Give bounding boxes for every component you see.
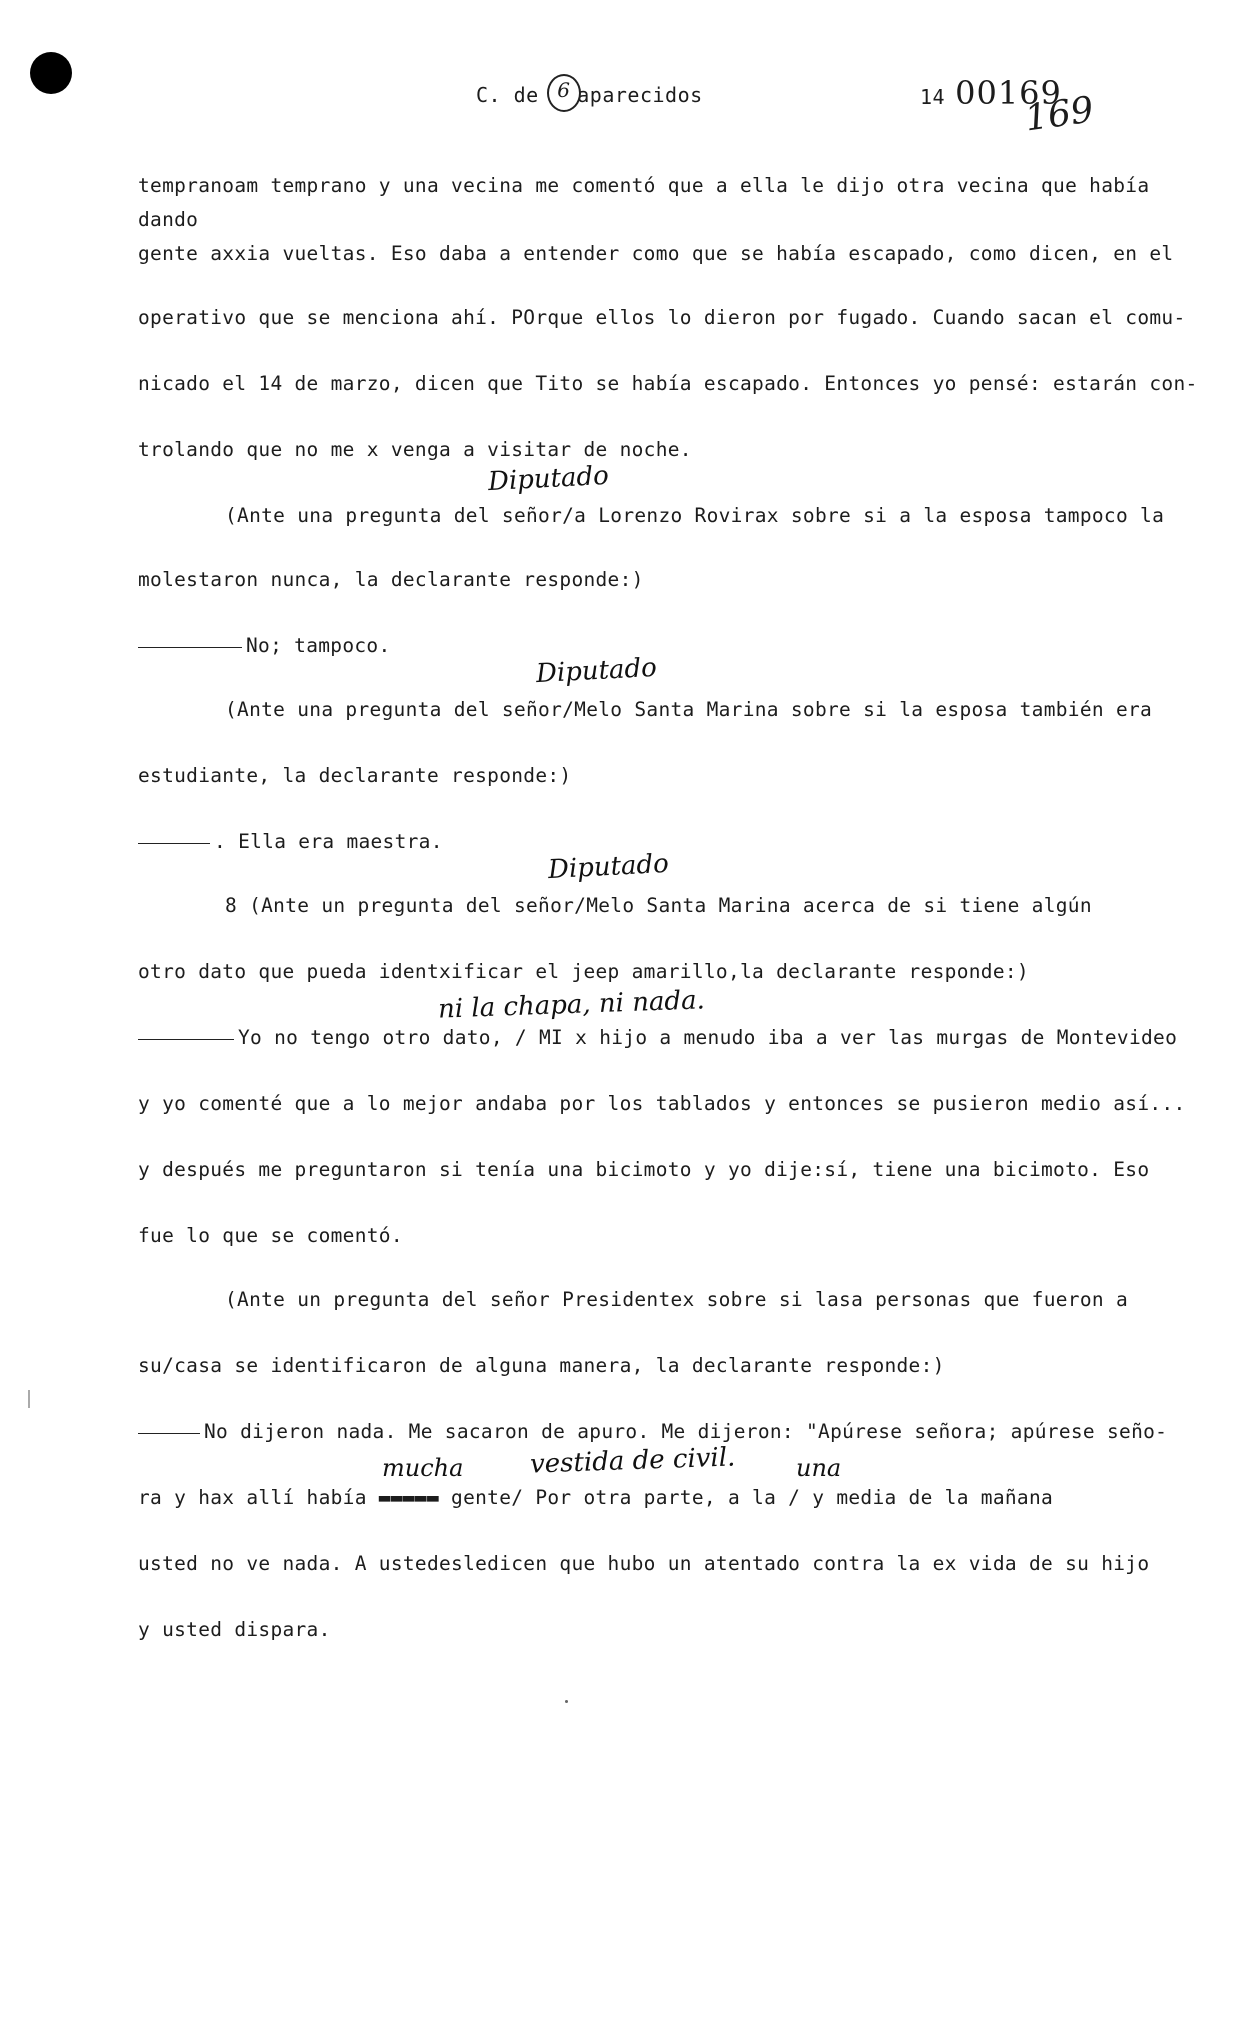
- header-title: [476, 74, 703, 112]
- text-line: otro dato que pueda identxificar el jeep amarillo,la declarante responde:): [138, 960, 1029, 983]
- header-title-suffix: aparecidos: [577, 83, 703, 107]
- text-line: estudiante, la declarante responde:): [138, 764, 572, 787]
- circled-mark: 6: [547, 74, 581, 112]
- text-line: ra y hax allí había ▬▬▬▬▬ gente/ Por otra parte, a la / y media de la mañana: [138, 1486, 1054, 1509]
- text-line: gente axxia vueltas. Eso daba a entender como que se había escapado, como dicen, en el: [138, 242, 1174, 265]
- text-line: . Ella era maestra.: [138, 830, 443, 853]
- text-line: No; tampoco.: [138, 634, 390, 657]
- scan-speck: [28, 1390, 30, 1408]
- text-line: su/casa se identificaron de alguna manera, la declarante responde:): [138, 1354, 945, 1377]
- text-line: y usted dispara.: [138, 1618, 331, 1641]
- header-title-prefix: C. de: [476, 83, 539, 107]
- text-line: (Ante una pregunta del señor/Melo Santa Marina sobre si la esposa también era: [225, 698, 1153, 721]
- punch-hole-mark: [30, 52, 72, 94]
- scan-speck: [565, 1700, 568, 1703]
- handwritten-annotation: Diputado: [487, 460, 610, 498]
- text-line: operativo que se menciona ahí. POrque ellos lo dieron por fugado. Cuando sacan el comu-: [138, 306, 1186, 329]
- document-number: 00169: [955, 74, 1062, 112]
- handwritten-annotation: vestida de civil.: [529, 1442, 736, 1480]
- text-line: usted no ve nada. A ustedesledicen que hubo un atentado contra la ex vida de su hijo: [138, 1552, 1150, 1575]
- page-number: 14: [920, 85, 946, 109]
- handwritten-annotation: Diputado: [547, 848, 670, 886]
- text-line: (Ante una pregunta del señor/a Lorenzo Rovirax sobre si a la esposa tampoco la: [225, 504, 1165, 527]
- handwritten-annotation: una: [796, 1454, 842, 1482]
- text-line: dando: [138, 208, 199, 231]
- text-line: (Ante un pregunta del señor Presidentex sobre si lasa personas que fueron a: [225, 1288, 1128, 1311]
- text-line: trolando que no me x venga a visitar de noche.: [138, 438, 692, 461]
- text-line: y yo comenté que a lo mejor andaba por los tablados y entonces se pusieron medio así...: [138, 1092, 1186, 1115]
- handwritten-annotation: ni la chapa, ni nada.: [437, 985, 706, 1025]
- text-line: molestaron nunca, la declarante responde:): [138, 568, 644, 591]
- text-line: fue lo que se comentó.: [138, 1224, 403, 1247]
- text-line: tempranoam temprano y una vecina me comentó que a ella le dijo otra vecina que había: [138, 174, 1150, 197]
- text-line: Yo no tengo otro dato, / MI x hijo a menudo iba a ver las murgas de Montevideo: [138, 1026, 1177, 1049]
- text-line: 8 (Ante un pregunta del señor/Melo Santa Marina acerca de si tiene algún: [225, 894, 1092, 917]
- handwritten-annotation: mucha: [382, 1454, 464, 1482]
- handwritten-folio: 169: [1022, 89, 1097, 140]
- text-line: y después me preguntaron si tenía una bicimoto y yo dije:sí, tiene una bicimoto. Eso: [138, 1158, 1150, 1181]
- handwritten-annotation: Diputado: [535, 652, 658, 690]
- text-line: No dijeron nada. Me sacaron de apuro. Me dijeron: "Apúrese señora; apúrese seño-: [138, 1420, 1167, 1443]
- text-line: nicado el 14 de marzo, dicen que Tito se había escapado. Entonces yo pensé: estarán con-: [138, 372, 1198, 395]
